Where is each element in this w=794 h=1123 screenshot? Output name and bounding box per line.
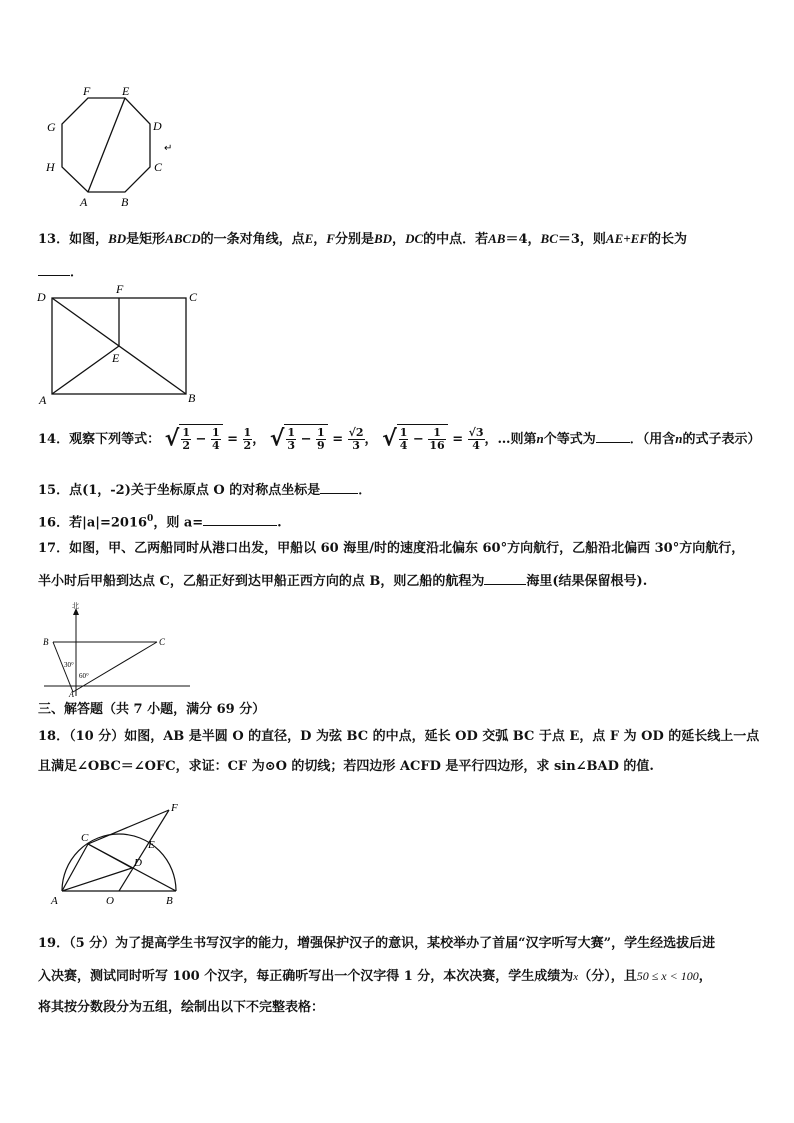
q18-line2: 且满足∠OBC＝∠OFC，求证：CF 为⊙O 的切线；若四边形 ACFD 是平行四边形，求 sin∠BAD 的值. bbox=[38, 759, 654, 774]
semi-label-a: A bbox=[51, 895, 58, 907]
q16-answer-blank bbox=[203, 512, 277, 526]
q14-answer-blank bbox=[596, 429, 630, 443]
semi-label-e: E bbox=[148, 839, 155, 851]
line-ac bbox=[73, 642, 157, 692]
rect-label-e: E bbox=[112, 351, 120, 365]
angle-60-label: 60° bbox=[79, 672, 89, 680]
q14-radicand-1: $\frac{1}{2}$ − $\frac{1}{4}$ bbox=[179, 424, 222, 455]
rect-label-f: F bbox=[116, 282, 124, 296]
octagon-label-b: B bbox=[121, 195, 129, 209]
segment-cf bbox=[88, 810, 169, 844]
q19-line2: 入决赛，测试同时听写 100 个汉字，每正确听写出一个汉字得 1 分，本次决赛，学生成绩为x（分），且50 ≤ x < 100， bbox=[38, 969, 712, 984]
q14-radicand-3: $\frac{1}{4}$ − $\frac{1}{16}$ bbox=[397, 424, 448, 455]
octagon-figure bbox=[40, 84, 180, 210]
ship-figure bbox=[40, 598, 196, 698]
octagon-diagonal-ae bbox=[88, 98, 125, 192]
q17-answer-blank bbox=[484, 571, 526, 585]
segment-ae bbox=[52, 346, 119, 394]
octagon-label-d: D bbox=[153, 119, 162, 133]
ship-label-a: A bbox=[69, 690, 74, 698]
return-mark: ↵ bbox=[164, 143, 173, 154]
rect-label-c: C bbox=[189, 290, 198, 304]
rect-label-d: D bbox=[37, 290, 46, 304]
q16-text: 16．若$|a|=2016^0$，则 a= . bbox=[38, 514, 282, 531]
q17-line2: 半小时后甲船到达点 C，乙船正好到达甲船正西方向的点 B，则乙船的航程为 海里(结果保留根号). bbox=[38, 571, 647, 591]
q14-radicand-2: $\frac{1}{3}$ − $\frac{1}{9}$ bbox=[284, 424, 327, 455]
q15-answer-blank bbox=[320, 480, 358, 494]
octagon-label-a: A bbox=[80, 195, 88, 209]
q17-line1: 17．如图，甲、乙两船同时从港口出发，甲船以 60 海里/时的速度沿北偏东 60°方向航行，乙船沿北偏西 30°方向航行， bbox=[38, 541, 745, 556]
angle-30-label: 30° bbox=[64, 661, 74, 669]
octagon-label-e: E bbox=[122, 84, 130, 98]
semi-label-d: D bbox=[134, 857, 142, 869]
semi-label-b: B bbox=[166, 895, 173, 907]
section-3-heading: 三、解答题（共 7 小题，满分 69 分） bbox=[38, 702, 266, 717]
q13-answer-blank bbox=[38, 262, 70, 276]
semi-label-o: O bbox=[106, 895, 114, 907]
rect-label-b: B bbox=[188, 391, 196, 405]
octagon-label-c: C bbox=[154, 160, 163, 174]
rect-label-a: A bbox=[39, 393, 47, 407]
octagon-label-f: F bbox=[83, 84, 91, 98]
semicircle-figure bbox=[44, 798, 190, 908]
semi-label-f: F bbox=[171, 802, 178, 814]
octagon-label-g: G bbox=[47, 120, 56, 134]
octagon-label-h: H bbox=[46, 160, 55, 174]
segment-cd bbox=[88, 844, 132, 868]
q19-line1: 19．（5 分）为了提高学生书写汉字的能力，增强保护汉子的意识，某校举办了首届“汉字听写大赛”，学生经选拔后进 bbox=[38, 936, 716, 951]
ship-label-c: C bbox=[159, 637, 166, 647]
rectangle-figure bbox=[34, 282, 214, 408]
q13-text: 13．如图，BD是矩形ABCD的一条对角线，点E，F分别是BD，DC的中点．若AB＝4，BC＝3，则AE+EF的长为 bbox=[38, 231, 688, 247]
q13-answer-line: ． bbox=[38, 262, 83, 282]
ship-label-b: B bbox=[43, 637, 49, 647]
q19-line3: 将其按分数段分为五组，绘制出以下不完整表格： bbox=[38, 1000, 325, 1015]
north-label: 北 bbox=[72, 602, 79, 610]
q15-text: 15．点(1，-2)关于坐标原点 O 的对称点坐标是 ． bbox=[38, 480, 371, 500]
line-of bbox=[119, 810, 169, 891]
semi-label-c: C bbox=[81, 832, 89, 844]
q14-text: 14．观察下列等式： √ $\frac{1}{2}$ − $\frac{1}{4}$ = $\frac{1}{2}$ ， √ $\frac{1}{3}$ − $\frac{1}{9}$ = $\frac{√2}{3}$ ， √ $\frac{1}{4}$ − $\frac{1}{16}$ = $\frac{√3}{4}$ ，…则第n个等式为 ．（用含n的式子表示） bbox=[38, 424, 761, 455]
q18-line1: 18．（10 分）如图，AB 是半圆 O 的直径，D 为弦 BC 的中点，延长 OD 交弧 BC 于点 E，点 F 为 OD 的延长线上一点 bbox=[38, 729, 760, 744]
